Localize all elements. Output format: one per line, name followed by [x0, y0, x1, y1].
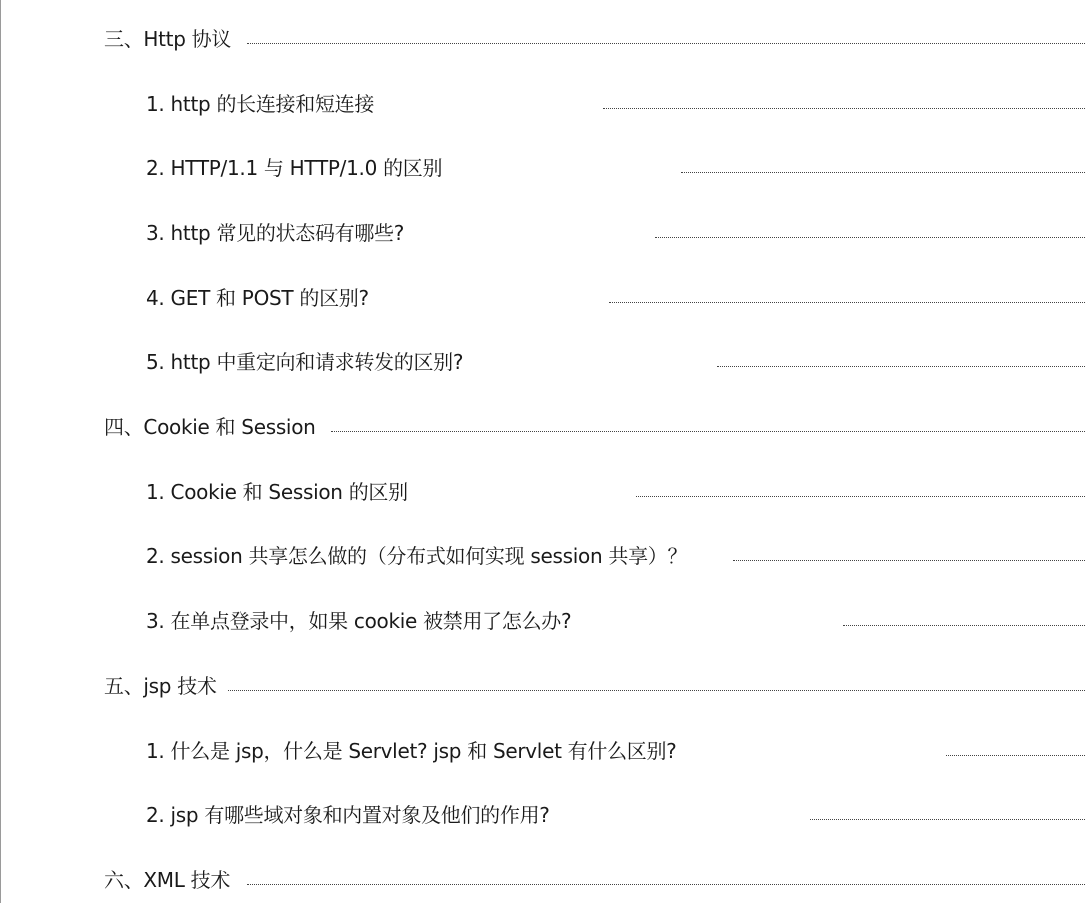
toc-entry-3-5[interactable] — [0, 347, 1085, 377]
toc-entry-text: 六、XML 技术 — [104, 868, 231, 892]
toc-dot-leader — [247, 43, 1085, 44]
toc-entry-text: 1. 什么是 jsp，什么是 Servlet? jsp 和 Servlet 有什么区别? — [146, 739, 677, 763]
toc-entry-5-2[interactable] — [0, 800, 1085, 830]
toc-dot-leader — [681, 172, 1085, 173]
toc-dot-leader — [810, 819, 1085, 820]
toc-dot-leader — [247, 884, 1085, 885]
toc-dot-leader — [636, 496, 1085, 497]
toc-entry-text: 3. http 常见的状态码有哪些? — [146, 221, 405, 245]
toc-entry-section-3[interactable] — [0, 24, 1085, 54]
toc-entry-text: 3. 在单点登录中，如果 cookie 被禁用了怎么办? — [146, 609, 572, 633]
toc-dot-leader — [331, 431, 1085, 432]
toc-entry-text: 1. http 的长连接和短连接 — [146, 92, 375, 116]
toc-entry-text: 五、jsp 技术 — [104, 674, 217, 698]
toc-dot-leader — [609, 302, 1085, 303]
toc-dot-leader — [228, 690, 1085, 691]
toc-entry-section-5[interactable] — [0, 671, 1085, 701]
toc-entry-text: 四、Cookie 和 Session — [104, 415, 316, 439]
toc-entry-5-1[interactable] — [0, 736, 1085, 766]
toc-entry-section-4[interactable] — [0, 412, 1085, 442]
toc-entry-3-4[interactable] — [0, 283, 1085, 313]
toc-dot-leader — [946, 755, 1085, 756]
toc-dot-leader — [717, 366, 1085, 367]
toc-entry-text: 2. jsp 有哪些域对象和内置对象及他们的作用? — [146, 803, 550, 827]
toc-entry-4-2[interactable] — [0, 541, 1085, 571]
toc-entry-text: 2. HTTP/1.1 与 HTTP/1.0 的区别 — [146, 156, 443, 180]
toc-entry-text: 三、Http 协议 — [104, 27, 232, 51]
page-left-border — [0, 0, 1, 903]
toc-entry-4-1[interactable] — [0, 477, 1085, 507]
toc-entry-text: 2. session 共享怎么做的（分布式如何实现 session 共享）？ — [146, 544, 688, 568]
toc-entry-text: 1. Cookie 和 Session 的区别 — [146, 480, 408, 504]
toc-entry-text: 5. http 中重定向和请求转发的区别? — [146, 350, 464, 374]
toc-entry-text: 4. GET 和 POST 的区别? — [146, 286, 369, 310]
toc-entry-3-3[interactable] — [0, 218, 1085, 248]
toc-dot-leader — [603, 108, 1085, 109]
toc-dot-leader — [655, 237, 1085, 238]
toc-entry-section-6[interactable] — [0, 865, 1085, 895]
toc-entry-4-3[interactable] — [0, 606, 1085, 636]
toc-dot-leader — [733, 560, 1085, 561]
toc-entry-3-1[interactable] — [0, 89, 1085, 119]
toc-entry-3-2[interactable] — [0, 153, 1085, 183]
toc-dot-leader — [843, 625, 1085, 626]
